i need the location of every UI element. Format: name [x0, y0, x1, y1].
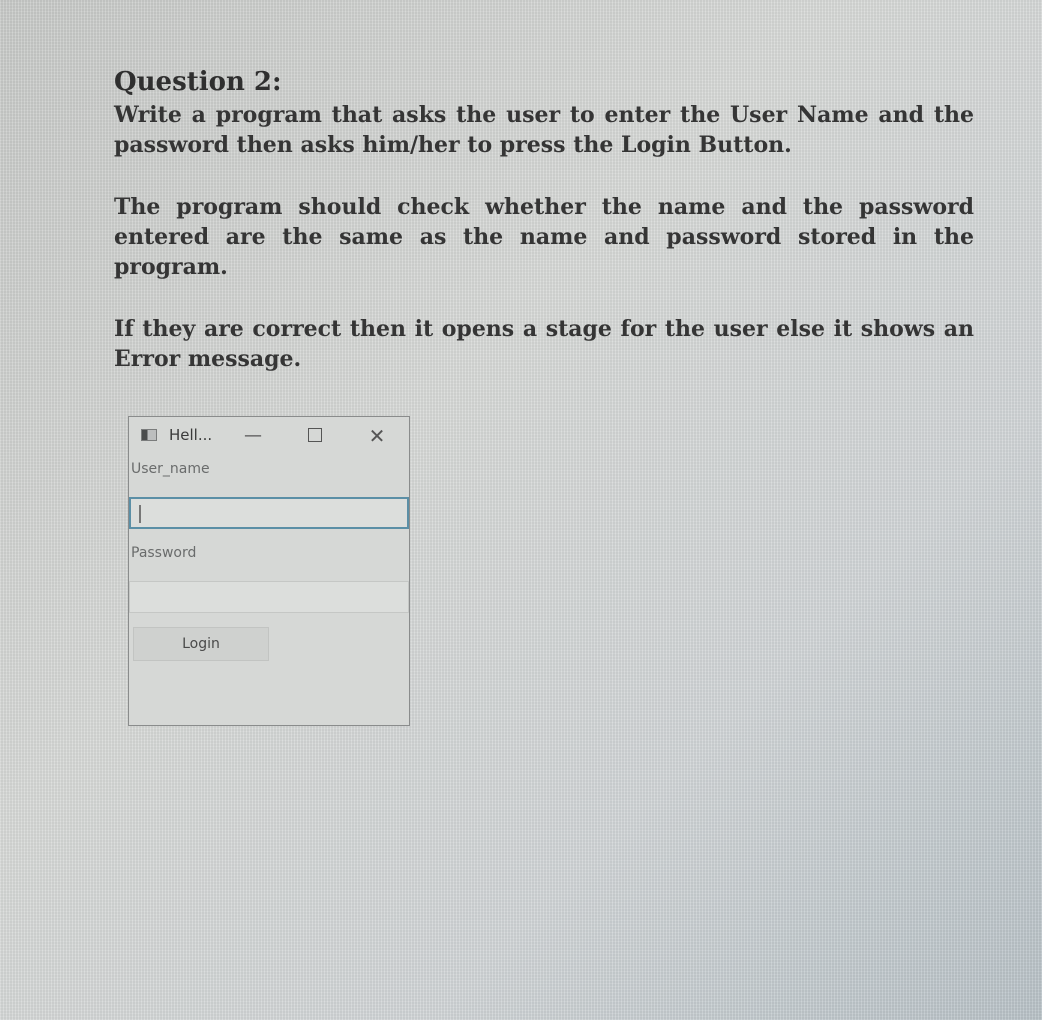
question-paragraph-1: Write a program that asks the user to enter the User Name and the password then asks him/her to press the Login Button. [114, 102, 974, 158]
login-button[interactable]: Login [133, 627, 269, 661]
window-titlebar[interactable] [129, 417, 409, 455]
minimize-icon: — [244, 425, 262, 446]
question-paragraph-3: If they are correct then it opens a stage for the user else it shows an Error message. [114, 316, 974, 372]
username-input[interactable] [129, 497, 409, 529]
password-input[interactable] [129, 581, 409, 613]
maximize-icon [308, 428, 322, 442]
text-caret [139, 505, 141, 523]
login-window [128, 416, 410, 726]
question-document [114, 66, 974, 374]
app-window-icon [141, 429, 157, 441]
maximize-button[interactable] [295, 421, 335, 451]
password-label: Password [131, 545, 197, 561]
close-icon: ✕ [368, 424, 386, 448]
username-label: User_name [131, 461, 210, 477]
question-paragraph-2: The program should check whether the name and the password entered are the same as the name and password stored in the program. [114, 194, 974, 280]
close-button[interactable] [357, 421, 397, 451]
window-title: Hell... [169, 426, 213, 444]
question-title: Question 2: [114, 67, 282, 97]
minimize-button[interactable] [233, 421, 273, 451]
